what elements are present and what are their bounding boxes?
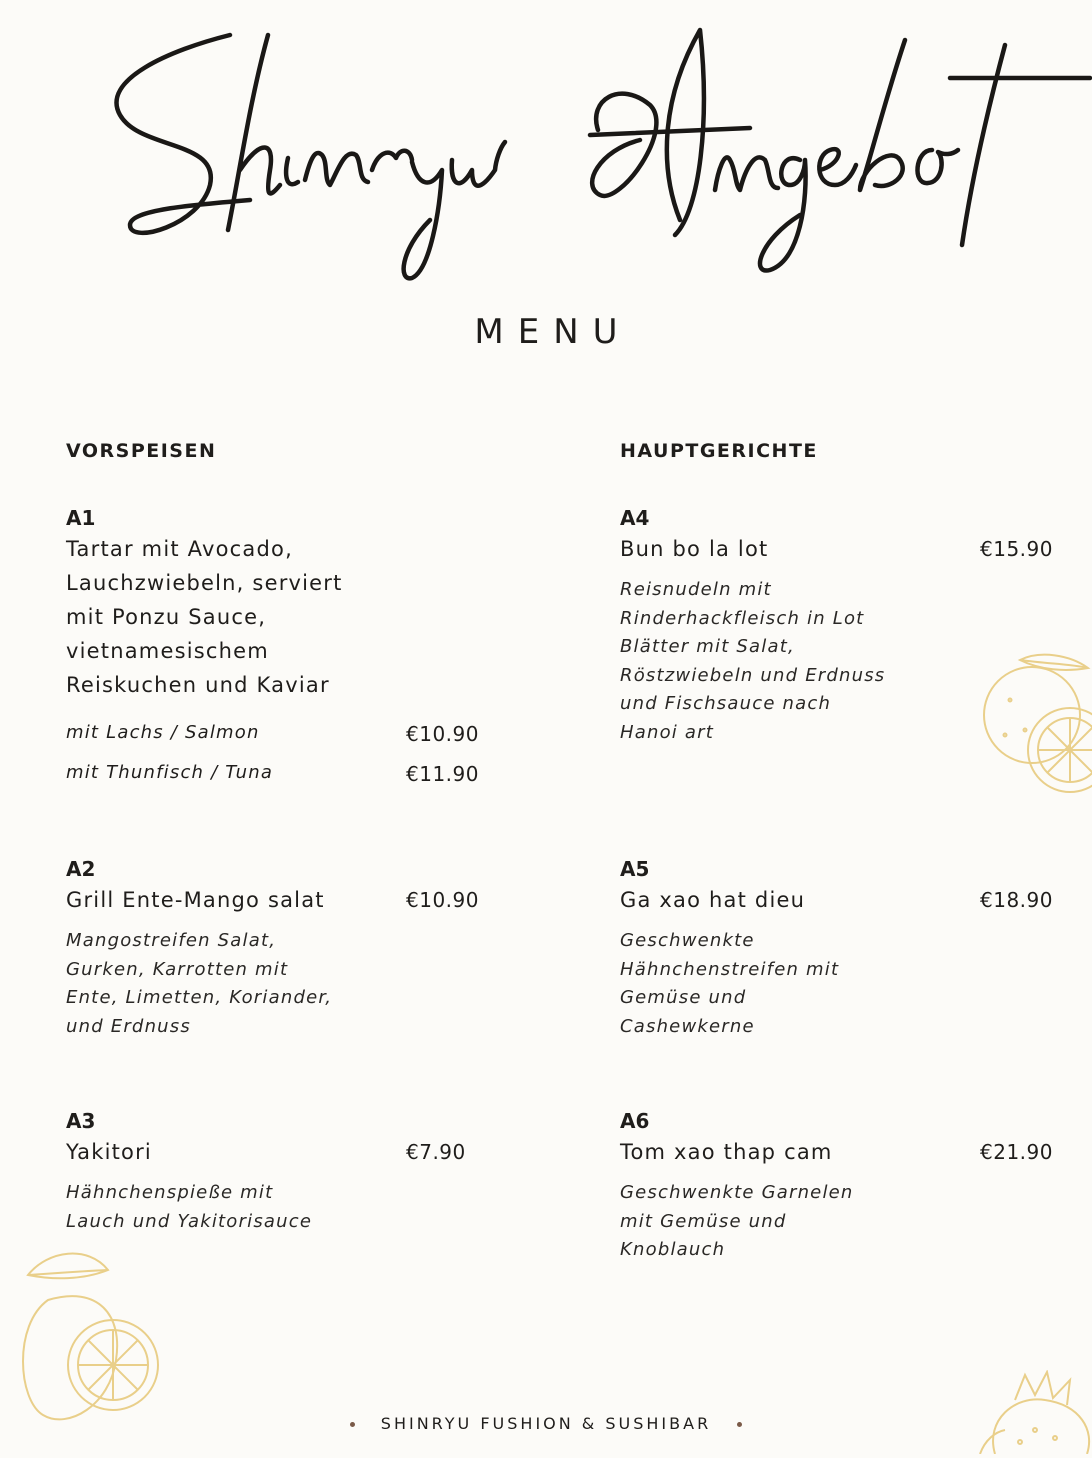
menu-item-a6 (620, 1109, 1053, 1265)
item-row (620, 883, 1053, 917)
item-description: Mangostreifen Salat, Gurken, Karrotten mit Ente, Limetten, Koriander, und Erdnuss (66, 930, 333, 1037)
item-description: Geschwenkte Garnelen mit Gemüse und Knoblauch (620, 1182, 854, 1260)
item-variant (66, 762, 496, 786)
menu-heading: MENU (474, 312, 632, 352)
variant-price: €10.90 (406, 722, 479, 746)
section-vorspeisen (66, 440, 496, 1232)
item-name: Tartar mit Avocado, Lauchzwiebeln, serviert mit Ponzu Sauce, vietnamesischem Reiskuchen und Kaviar (66, 537, 343, 697)
item-code: A5 (620, 857, 650, 881)
section-hauptgerichte (620, 440, 1053, 1260)
footer-dot-right (737, 1422, 742, 1427)
section-title: HAUPTGERICHTE (620, 440, 818, 462)
item-name: Bun bo la lot (620, 537, 769, 561)
item-row (66, 1135, 496, 1169)
item-code: A2 (66, 857, 96, 881)
script-title-logo (100, 20, 1092, 300)
footer (0, 1414, 1092, 1433)
item-price: €18.90 (980, 888, 1053, 912)
menu-item-a5 (620, 857, 1053, 1041)
item-description: Geschwenkte Hähnchenstreifen mit Gemüse und Cashewkerne (620, 930, 840, 1037)
variant-name: mit Lachs / Salmon (66, 722, 260, 743)
item-name: Tom xao thap cam (620, 1140, 833, 1164)
variant-price: €11.90 (406, 762, 479, 786)
item-name: Grill Ente-Mango salat (66, 888, 325, 912)
menu-item-a2 (66, 857, 496, 1041)
item-name: Yakitori (66, 1140, 152, 1164)
item-row (620, 1135, 1053, 1169)
lemon-illustration-icon (18, 1245, 168, 1434)
item-code: A6 (620, 1109, 650, 1133)
menu-item-a3 (66, 1109, 496, 1236)
section-title: VORSPEISEN (66, 440, 217, 462)
item-price: €15.90 (980, 537, 1053, 561)
item-description: Hähnchenspieße mit Lauch und Yakitorisauce (66, 1182, 313, 1232)
footer-dot-left (350, 1422, 355, 1427)
item-code: A1 (66, 506, 96, 530)
item-code: A3 (66, 1109, 96, 1133)
footer-text: SHINRYU FUSHION & SUSHIBAR (380, 1414, 712, 1433)
item-name: Ga xao hat dieu (620, 888, 806, 912)
item-description: Reisnudeln mit Rinderhackfleisch in Lot Blätter mit Salat, Röstzwiebeln und Erdnuss und Fischsauce nach Hanoi art (620, 579, 886, 743)
item-code: A4 (620, 506, 650, 530)
item-row (66, 883, 496, 917)
item-price: €21.90 (980, 1140, 1053, 1164)
item-price: €10.90 (406, 888, 479, 912)
item-row (620, 532, 1053, 566)
menu-item-a1 (66, 506, 496, 786)
orange-illustration-icon (980, 650, 1092, 804)
item-price: €7.90 (406, 1140, 466, 1164)
variant-name: mit Thunfisch / Tuna (66, 762, 274, 783)
item-variant (66, 722, 496, 746)
